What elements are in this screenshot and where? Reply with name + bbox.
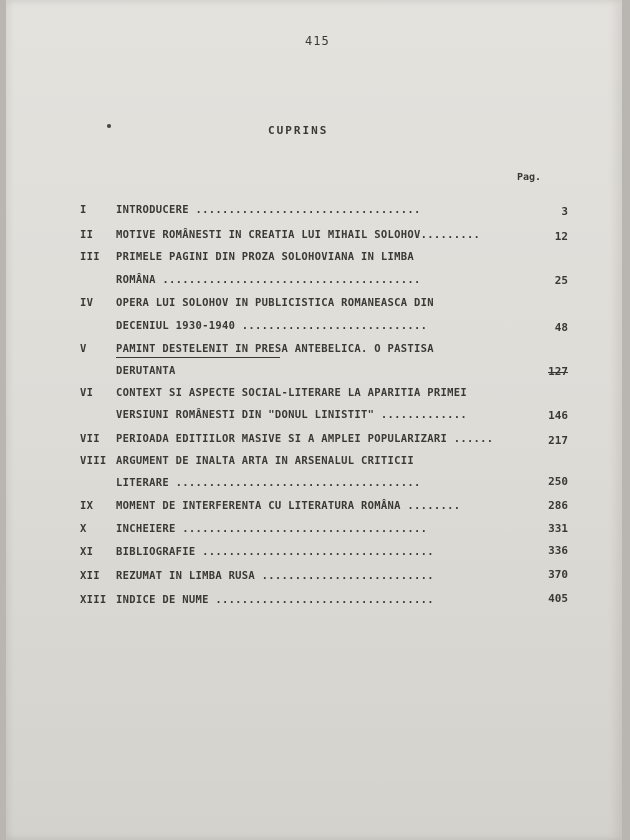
page-ref: 3: [561, 205, 568, 218]
chapter-title-continued: DECENIUL 1930-1940 ............................: [116, 320, 428, 332]
chapter-title: REZUMAT IN LIMBA RUSA ..........................: [116, 570, 434, 582]
chapter-number: XII: [80, 570, 100, 582]
chapter-title: INTRODUCERE ..................................: [116, 204, 421, 216]
page-ref: 250: [548, 475, 568, 488]
title-underline: [116, 357, 280, 358]
chapter-title: INDICE DE NUME .................................: [116, 594, 434, 606]
chapter-title-continued: DERUTANTA: [116, 365, 176, 377]
page-column-label: Pag.: [517, 172, 542, 183]
page-ref: 331: [548, 522, 568, 535]
page-ref: 286: [548, 499, 568, 512]
chapter-title: ARGUMENT DE INALTA ARTA IN ARSENALUL CRITICII: [116, 455, 414, 467]
page-ref-corrected: [528, 365, 568, 378]
page-ref: 217: [548, 434, 568, 447]
chapter-number: IV: [80, 297, 94, 309]
page-ref-value: 127: [548, 365, 568, 378]
chapter-title: INCHEIERE .....................................: [116, 523, 428, 535]
book-page: [6, 0, 622, 840]
page-number: 415: [305, 34, 330, 48]
chapter-number: IX: [80, 500, 94, 512]
page-ref: 336: [548, 544, 568, 557]
chapter-title: OPERA LUI SOLOHOV IN PUBLICISTICA ROMANEASCA DIN: [116, 297, 434, 309]
chapter-number: VIII: [80, 455, 107, 467]
toc-title: CUPRINS: [268, 124, 329, 137]
chapter-number: I: [80, 204, 87, 216]
chapter-title-continued: VERSIUNI ROMÂNESTI DIN "DONUL LINISTIT" .............: [116, 409, 467, 421]
page-ref: 12: [554, 230, 568, 243]
ink-mark: [107, 124, 111, 128]
chapter-title-continued: LITERARE .....................................: [116, 477, 421, 489]
chapter-number: V: [80, 343, 87, 355]
chapter-title: BIBLIOGRAFIE ...................................: [116, 546, 434, 558]
page-ref: 25: [554, 274, 568, 287]
chapter-title-continued: ROMÂNA .......................................: [116, 274, 421, 286]
page-ref: 48: [554, 321, 568, 334]
chapter-number: X: [80, 523, 87, 535]
chapter-title: PRIMELE PAGINI DIN PROZA SOLOHOVIANA IN LIMBA: [116, 251, 414, 263]
chapter-title: PAMINT DESTELENIT IN PRESA ANTEBELICA. O PASTISA: [116, 343, 434, 355]
chapter-title: CONTEXT SI ASPECTE SOCIAL-LITERARE LA APARITIA PRIMEI: [116, 387, 467, 399]
chapter-number: VI: [80, 387, 94, 399]
chapter-number: II: [80, 229, 94, 241]
chapter-title: MOMENT DE INTERFERENTA CU LITERATURA ROMÂNA ........: [116, 500, 461, 512]
chapter-number: XIII: [80, 594, 107, 606]
chapter-title: MOTIVE ROMÂNESTI IN CREATIA LUI MIHAIL SOLOHOV.........: [116, 229, 481, 241]
chapter-number: III: [80, 251, 100, 263]
chapter-number: VII: [80, 433, 100, 445]
page-ref: 405: [548, 592, 568, 605]
page-ref: 370: [548, 568, 568, 581]
page-ref: 146: [548, 409, 568, 422]
chapter-number: XI: [80, 546, 94, 558]
chapter-title: PERIOADA EDITIILOR MASIVE SI A AMPLEI POPULARIZARI ......: [116, 433, 494, 445]
